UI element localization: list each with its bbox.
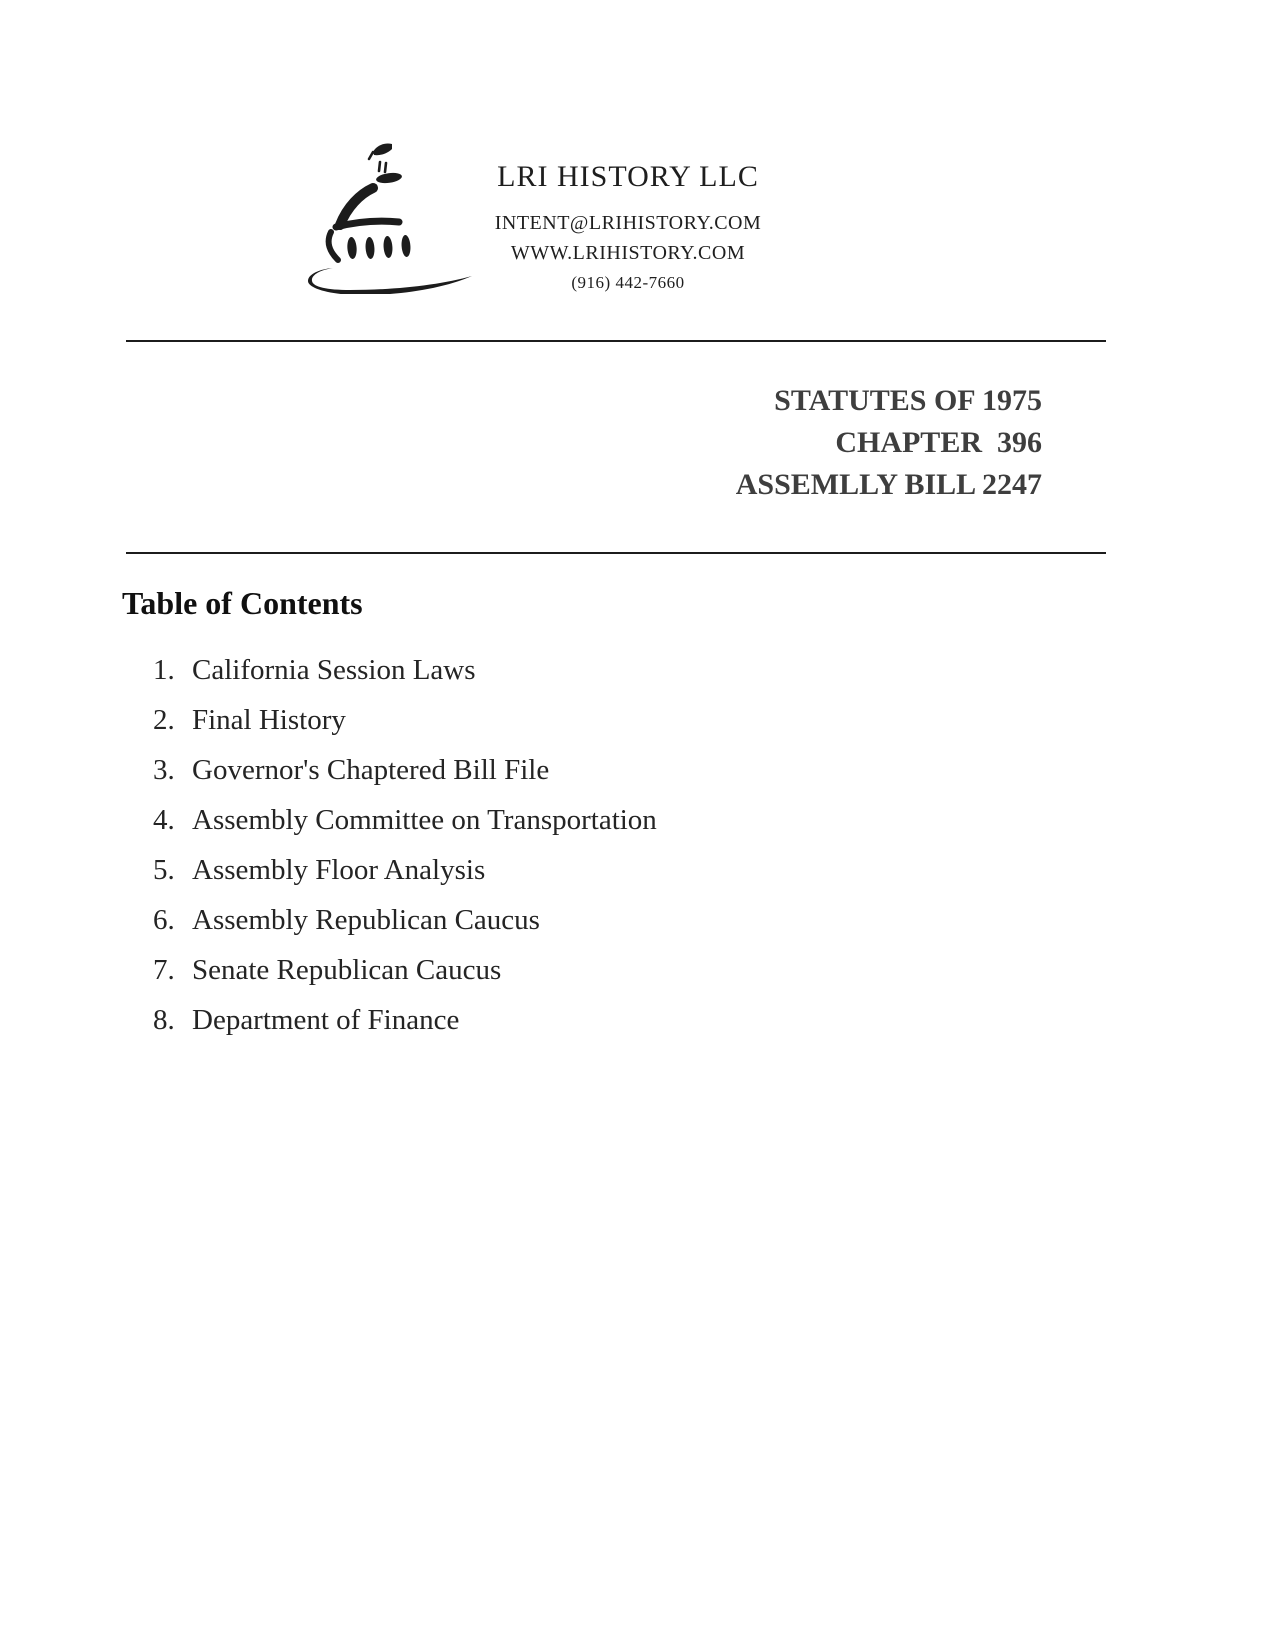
toc-item — [153, 695, 657, 745]
toc-item — [153, 795, 657, 845]
toc-item-number: 7. — [153, 954, 175, 986]
toc-item-label: Department of Finance — [192, 1004, 460, 1036]
toc-item-number: 5. — [153, 854, 175, 886]
toc-item — [153, 895, 657, 945]
company-email: INTENT@LRIHISTORY.COM — [494, 212, 762, 234]
toc-item-label: Assembly Floor Analysis — [192, 854, 486, 886]
statutes-year-line: STATUTES OF 1975 — [774, 384, 1042, 417]
toc-item-number: 8. — [153, 1004, 175, 1036]
bill-line: ASSEMLLY BILL 2247 — [735, 468, 1042, 501]
statute-identification — [736, 380, 1042, 506]
toc-item — [153, 645, 657, 695]
toc-item-number: 1. — [153, 654, 175, 686]
toc-item — [153, 745, 657, 795]
horizontal-rule-top — [126, 340, 1106, 342]
toc-item-number: 6. — [153, 904, 175, 936]
company-website: WWW.LRIHISTORY.COM — [510, 242, 746, 264]
toc-item-label: Final History — [192, 704, 346, 736]
toc-heading: Table of Contents — [122, 585, 363, 621]
toc-item — [153, 995, 657, 1045]
toc-item — [153, 945, 657, 995]
horizontal-rule-bottom — [126, 552, 1106, 554]
toc-item-label: Senate Republican Caucus — [192, 954, 502, 986]
toc-item-label: Assembly Committee on Transportation — [192, 804, 657, 836]
toc-list — [153, 645, 657, 1045]
toc-item-label: Governor's Chaptered Bill File — [192, 754, 550, 786]
toc-item-label: California Session Laws — [192, 654, 476, 686]
company-phone: (916) 442-7660 — [571, 273, 685, 292]
toc-item-number: 4. — [153, 804, 175, 836]
chapter-line: CHAPTER 396 — [835, 426, 1042, 459]
company-name: LRI HISTORY LLC — [497, 160, 759, 193]
toc-item-number: 2. — [153, 704, 175, 736]
letterhead — [408, 158, 848, 298]
toc-item-number: 3. — [153, 754, 175, 786]
toc-item-label: Assembly Republican Caucus — [192, 904, 540, 936]
toc-item — [153, 845, 657, 895]
